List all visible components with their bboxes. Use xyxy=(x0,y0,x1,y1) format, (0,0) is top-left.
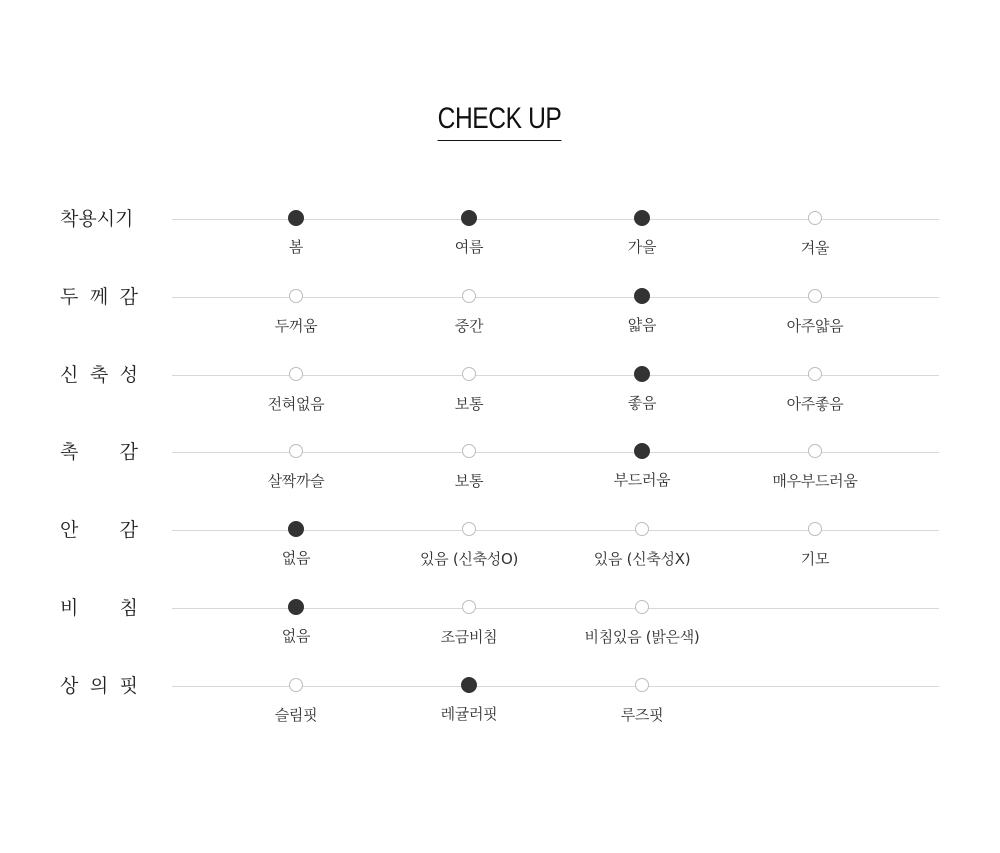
option-label: 루즈핏 xyxy=(620,705,664,724)
option-item xyxy=(730,211,900,258)
empty-circle-icon xyxy=(462,522,476,536)
option-label: 비침있음 (밝은색) xyxy=(584,628,700,646)
option-label: 보통 xyxy=(454,394,484,413)
row-label-part: 축 xyxy=(89,363,109,386)
filled-circle-icon xyxy=(461,677,477,693)
row-label-part: 께 xyxy=(89,285,109,308)
filled-circle-icon xyxy=(461,210,477,226)
row-label-part: 의 xyxy=(89,674,109,697)
row-label xyxy=(60,673,138,699)
option-label: 조금비침 xyxy=(440,628,498,646)
row-label-part: 착용시기 xyxy=(60,208,134,230)
option-label: 전혀없음 xyxy=(267,394,325,413)
option-item xyxy=(211,678,381,725)
row-label xyxy=(60,206,138,232)
option-label: 슬림핏 xyxy=(274,705,318,724)
option-label: 매우부드러움 xyxy=(772,472,858,491)
option-item xyxy=(211,600,381,646)
empty-circle-icon xyxy=(635,678,649,692)
option-item xyxy=(211,367,381,414)
row-label xyxy=(60,517,138,543)
filled-circle-icon xyxy=(288,210,304,226)
empty-circle-icon xyxy=(808,367,822,381)
row-label-part: 비 xyxy=(60,597,79,619)
empty-circle-icon xyxy=(635,600,649,614)
filled-circle-icon xyxy=(634,443,650,459)
option-item xyxy=(384,211,554,257)
option-item xyxy=(211,444,381,491)
empty-circle-icon xyxy=(808,211,822,225)
option-label: 있음 (신축성X) xyxy=(593,550,691,569)
row-label-part: 핏 xyxy=(119,674,138,697)
option-item xyxy=(384,289,554,336)
option-item xyxy=(384,600,554,647)
option-label: 얇음 xyxy=(627,315,657,334)
option-item xyxy=(557,678,727,725)
filled-circle-icon xyxy=(634,366,650,382)
option-item xyxy=(557,444,727,490)
option-item xyxy=(384,522,554,569)
checkup-row xyxy=(0,413,1000,491)
empty-circle-icon xyxy=(462,367,476,381)
option-label: 아주좋음 xyxy=(786,394,844,413)
option-item xyxy=(557,211,727,257)
option-item xyxy=(730,367,900,414)
option-label: 살짝까슬 xyxy=(267,472,325,491)
row-label-part: 성 xyxy=(119,363,138,386)
checkup-row xyxy=(0,258,1000,335)
option-item xyxy=(384,678,554,724)
row-label-part: 신 xyxy=(60,363,79,386)
row-label-part: 침 xyxy=(119,597,138,619)
option-label: 부드러움 xyxy=(613,471,671,490)
empty-circle-icon xyxy=(808,444,822,458)
option-label: 가을 xyxy=(627,238,657,256)
empty-circle-icon xyxy=(289,444,303,458)
option-item xyxy=(557,367,727,413)
option-item xyxy=(557,522,727,569)
filled-circle-icon xyxy=(288,599,304,615)
row-label-part: 두 xyxy=(60,285,79,308)
option-item xyxy=(557,289,727,335)
option-item xyxy=(730,444,900,491)
option-item xyxy=(730,289,900,336)
option-item xyxy=(211,522,381,568)
option-item xyxy=(730,522,900,569)
option-label: 보통 xyxy=(454,472,484,491)
empty-circle-icon xyxy=(289,367,303,381)
empty-circle-icon xyxy=(462,289,476,303)
option-label: 여름 xyxy=(454,238,484,256)
row-label xyxy=(60,362,138,388)
option-label: 없음 xyxy=(281,627,311,645)
option-label: 있음 (신축성O) xyxy=(419,550,519,569)
row-label xyxy=(60,439,138,465)
row-label-part: 촉 xyxy=(60,441,79,464)
row-label-part: 안 xyxy=(60,519,79,542)
row-label-part: 상 xyxy=(60,674,79,697)
option-label: 아주얇음 xyxy=(786,316,844,335)
filled-circle-icon xyxy=(634,288,650,304)
option-item xyxy=(211,289,381,336)
empty-circle-icon xyxy=(289,289,303,303)
option-label: 봄 xyxy=(288,238,304,256)
option-label: 두꺼움 xyxy=(274,316,318,335)
option-item xyxy=(211,211,381,257)
row-label xyxy=(60,595,138,621)
row-label xyxy=(60,284,138,310)
row-label-part: 감 xyxy=(119,441,138,464)
page-title: CHECK UP xyxy=(438,100,562,141)
option-item xyxy=(557,600,727,647)
empty-circle-icon xyxy=(635,522,649,536)
empty-circle-icon xyxy=(462,444,476,458)
empty-circle-icon xyxy=(462,600,476,614)
option-label: 레귤러핏 xyxy=(440,704,498,723)
option-item xyxy=(384,367,554,414)
option-label: 겨울 xyxy=(800,239,830,257)
checkup-row xyxy=(0,336,1000,413)
checkup-row xyxy=(0,180,1000,257)
row-label-part: 감 xyxy=(119,519,138,542)
empty-circle-icon xyxy=(808,522,822,536)
filled-circle-icon xyxy=(634,210,650,226)
option-label: 중간 xyxy=(454,316,484,335)
option-label: 없음 xyxy=(281,549,311,568)
option-label: 좋음 xyxy=(627,393,657,412)
checkup-row xyxy=(0,647,1000,724)
row-label-part: 감 xyxy=(119,285,138,308)
filled-circle-icon xyxy=(288,521,304,537)
empty-circle-icon xyxy=(289,678,303,692)
checkup-row xyxy=(0,569,1000,646)
checkup-row xyxy=(0,491,1000,569)
empty-circle-icon xyxy=(808,289,822,303)
option-label: 기모 xyxy=(800,550,830,569)
option-item xyxy=(384,444,554,491)
title-container xyxy=(0,100,1000,141)
